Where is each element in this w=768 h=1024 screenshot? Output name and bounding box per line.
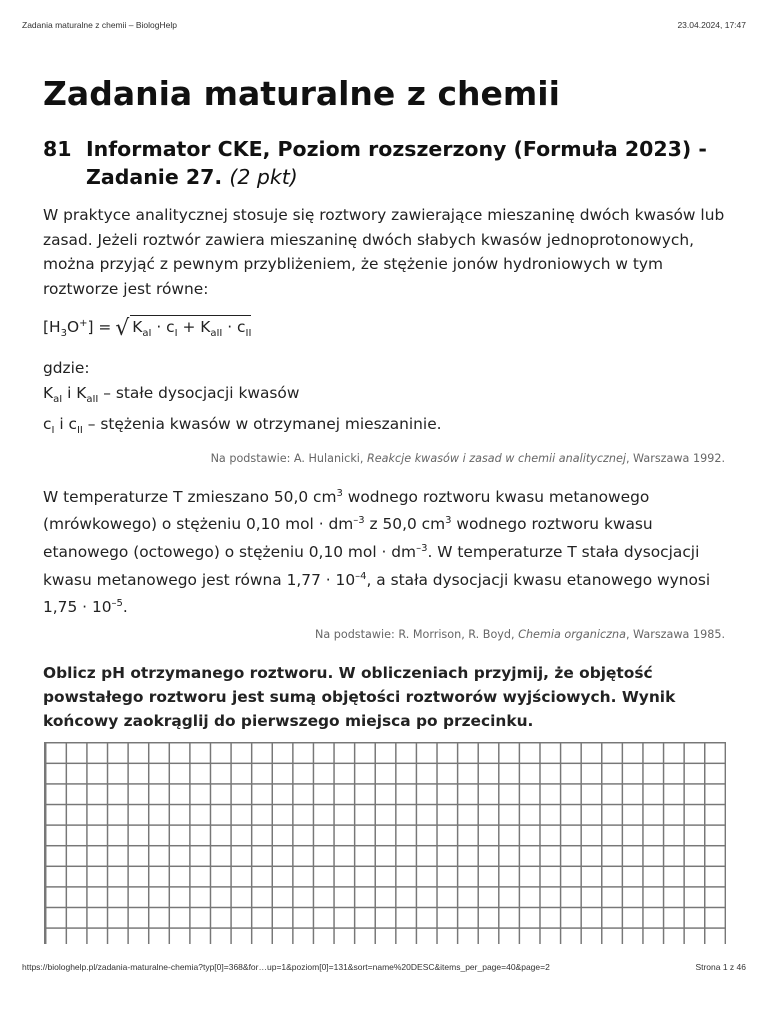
print-page-counter: Strona 1 z 46 [695, 962, 746, 972]
square-root-icon: √ [115, 316, 130, 341]
definition-ka: $K_{aI}$ i $K_{aII}$ – stałe dysocjacji kwasów [43, 383, 300, 405]
formula-lhs: $[H_3O^+]$ = [43, 318, 112, 340]
source-citation-2: Na podstawie: R. Morrison, R. Boyd, Chemia organiczna, Warszawa 1985. [314, 627, 725, 641]
print-footer [22, 962, 746, 972]
main-content [43, 72, 725, 733]
task-instruction: Oblicz pH otrzymanego roztworu. W obliczeniach przyjmij, że objętość powstałego roztworu jest sumą objętości roztworów wyjściowych. Wynik końcowy zaokrąglij do pierwszego miejsca po przecinku. [43, 663, 676, 730]
task-data: W temperaturze T zmieszano 50,0 $cm^3$ wodnego roztworu kwasu metanowego (mrówkowego) o stężeniu 0,10 mol · $dm^{-3}$ z 50,0 $cm^3$ wodnego roztworu kwasu etanowego (octowego) o stężeniu 0,10 mol · $dm^{-3}$. W temperaturze T stała dysocjacji kwasu metanowego jest równa $1,77 \cdot 10^{-4}$, a stała dysocjacji kwasu etanowego wynosi $1,75 \cdot 10^{-5}$. [43, 487, 711, 617]
formula-radicand: $K_{aI} \cdot c_I + K_{aII} \cdot c_{II}$ [130, 315, 251, 343]
task-number: 81 [43, 137, 72, 161]
definitions [43, 356, 725, 444]
definitions-label: gdzie: [43, 359, 90, 377]
hydronium-formula [43, 314, 725, 344]
print-page-title: Zadania maturalne z chemii – BiologHelp [22, 20, 177, 30]
definition-c: $c_I$ i $c_{II}$ – stężenia kwasów w otrzymanej mieszaninie. [43, 415, 442, 437]
page-title: Zadania maturalne z chemii [43, 74, 560, 113]
print-url: https://biologhelp.pl/zadania-maturalne-chemia?typ[0]=368&for…up=1&poziom[0]=131&sort=name%20DESC&items_per_page=40&page=2 [22, 962, 550, 972]
print-datetime: 23.04.2024, 17:47 [677, 20, 746, 30]
task-title-wrap [86, 135, 725, 191]
answer-grid[interactable] [44, 742, 726, 944]
task-heading [43, 135, 725, 191]
source-citation-1: Na podstawie: A. Hulanicki, Reakcje kwasów i zasad w chemii analitycznej, Warszawa 1992. [210, 451, 725, 465]
task-points: (2 pkt) [229, 165, 298, 189]
print-header [22, 20, 746, 30]
task-intro: W praktyce analitycznej stosuje się roztwory zawierające mieszaninę dwóch kwasów lub zasad. Jeżeli roztwór zawiera mieszaninę dwóch słabych kwasów jednoprotonowych, można przyjąć z pewnym przybliżeniem, że stężenie jonów hydroniowych w tym roztworze jest równe: [43, 206, 725, 298]
task-title: Informator CKE, Poziom rozszerzony (Formuła 2023) - Zadanie 27. [86, 137, 707, 189]
